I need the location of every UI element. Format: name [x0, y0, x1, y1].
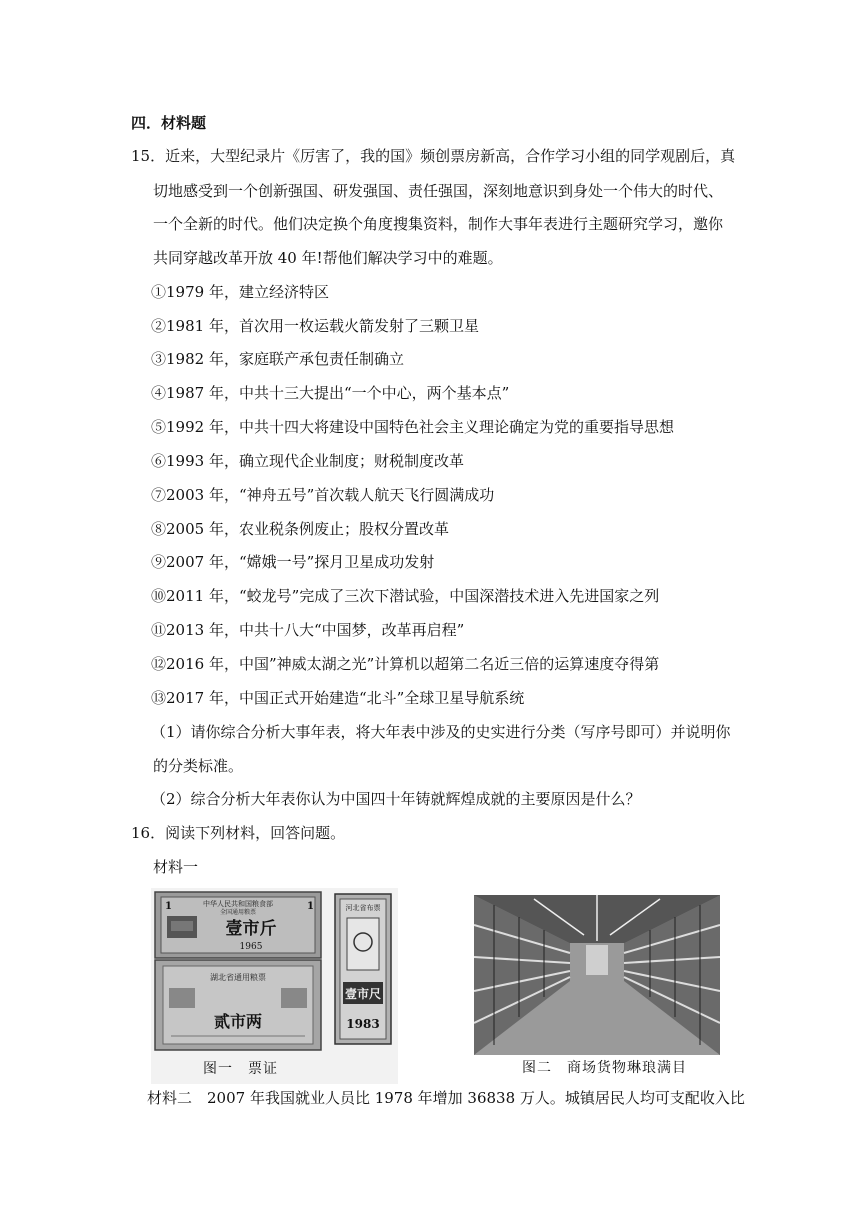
event-item: ⑥1993 年，确立现代企业制度；财税制度改革: [151, 452, 464, 470]
material-2-text: 材料二 2007 年我国就业人员比 1978 年增加 36838 万人。城镇居民人均可支配收入比: [147, 1089, 745, 1107]
q15-stem-line-4: 共同穿越改革开放 40 年!帮他们解决学习中的难题。: [153, 249, 503, 267]
figure-1-coupons: [151, 888, 398, 1084]
coupon-corner-right: 1: [307, 901, 314, 912]
event-item: ⑦2003 年，“神舟五号”首次载人航天飞行圆满成功: [151, 486, 495, 504]
q15-sub1-line-1: （1）请你综合分析大事年表，将大年表中涉及的史实进行分类（写序号即可）并说明你: [151, 723, 731, 741]
event-item: ①1979 年，建立经济特区: [151, 283, 329, 301]
cloth-year: 1983: [346, 1017, 380, 1031]
q16-stem: 16．阅读下列材料，回答问题。: [131, 824, 346, 842]
section-title: 四．材料题: [131, 114, 207, 132]
event-item: ⑬2017 年，中国正式开始建造“北斗”全球卫星导航系统: [151, 689, 525, 707]
coupon-amount: 壹市斤: [225, 919, 277, 939]
coupon-top-text: 中华人民共和国粮食部: [203, 900, 273, 908]
q15-sub1-line-2: 的分类标准。: [153, 757, 244, 775]
event-item: ⑩2011 年，“蛟龙号”完成了三次下潜试验，中国深潜技术进入先进国家之列: [151, 587, 660, 605]
coupon-corner-left: 1: [165, 901, 172, 912]
cloth-amount: 壹市尺: [344, 987, 382, 1001]
event-item: ⑧2005 年，农业税条例废止；股权分置改革: [151, 520, 449, 538]
event-item: ④1987 年，中共十三大提出“一个中心，两个基本点”: [151, 384, 510, 402]
event-item: ②1981 年，首次用一枚运载火箭发射了三颗卫星: [151, 317, 479, 335]
material-1-label: 材料一: [153, 858, 199, 876]
event-item: ③1982 年，家庭联产承包责任制确立: [151, 350, 404, 368]
figure-1-caption: 图一 票证: [203, 1061, 278, 1077]
q15-stem-line-3: 一个全新的时代。他们决定换个角度搜集资料，制作大事年表进行主题研究学习，邀你: [153, 215, 724, 233]
mall-image: [474, 895, 720, 1055]
figure-2-caption: 图二 商场货物琳琅满目: [522, 1060, 687, 1076]
event-item: ⑪2013 年，中共十八大“中国梦，改革再启程”: [151, 621, 465, 639]
event-item: ⑤1992 年，中共十四大将建设中国特色社会主义理论确定为党的重要指导思想: [151, 418, 674, 436]
event-item: ⑨2007 年，“嫦娥一号”探月卫星成功发射: [151, 553, 435, 571]
figure-2-mall: [474, 895, 720, 1084]
coupon2-amount: 贰市两: [213, 1012, 263, 1031]
q15-stem-line-1: 15．近来，大型纪录片《厉害了，我的国》频创票房新高，合作学习小组的同学观剧后，真: [131, 147, 736, 165]
q15-stem-line-2: 切地感受到一个创新强国、研发强国、责任强国，深刻地意识到身处一个伟大的时代、: [153, 182, 724, 200]
coupon-sub-text: 全国通用粮票: [219, 909, 257, 916]
q15-sub2: （2）综合分析大年表你认为中国四十年铸就辉煌成就的主要原因是什么？: [151, 790, 641, 808]
coupons-image: [151, 888, 398, 1084]
coupon2-region: 湖北省通用粮票: [210, 973, 266, 982]
coupon-year: 1965: [239, 942, 263, 952]
event-item: ⑫2016 年，中国”神威太湖之光”计算机以超第二名近三倍的运算速度夺得第: [151, 655, 660, 673]
cloth-header: 河北省布票: [345, 904, 381, 912]
